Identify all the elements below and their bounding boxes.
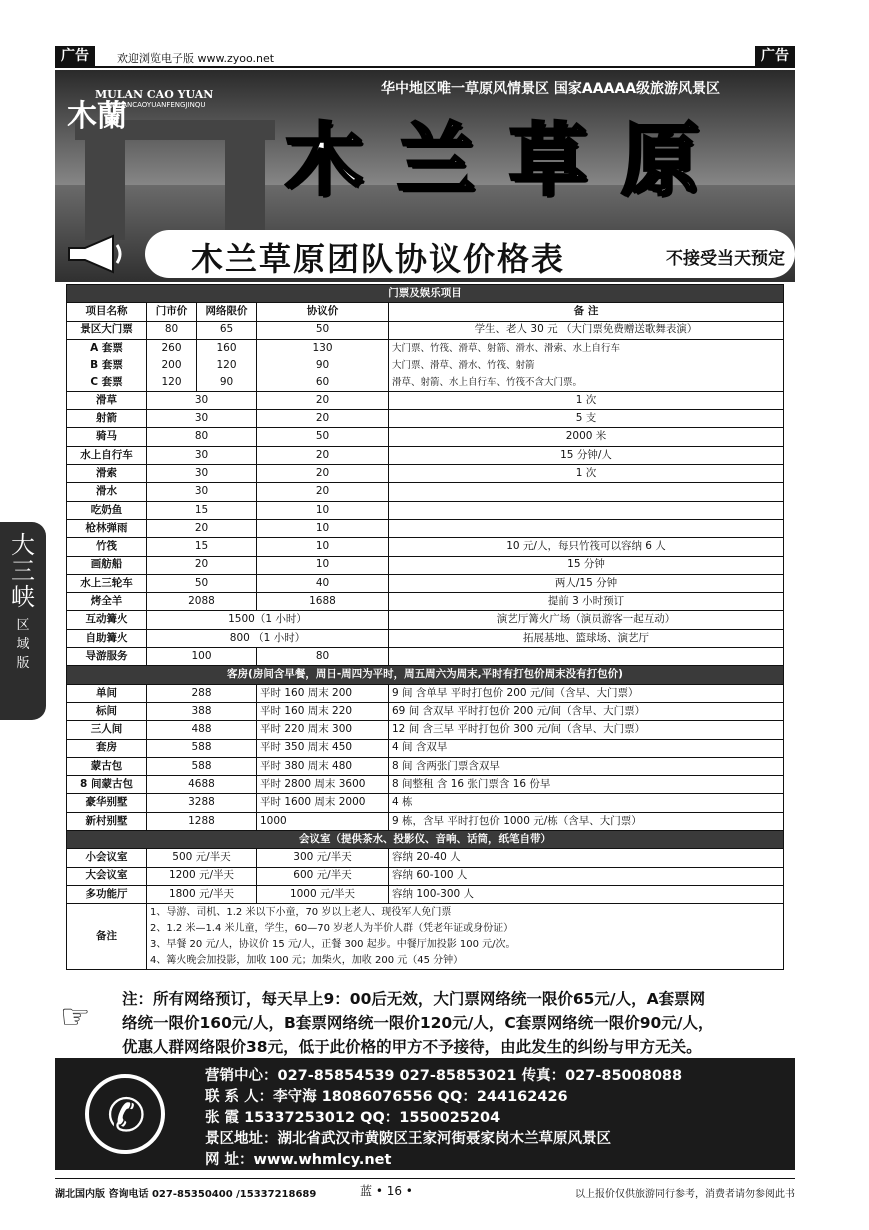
cell-retail: 20 — [147, 519, 257, 537]
cell-remark: 10 元/人，每只竹筏可以容纳 6 人 — [389, 538, 784, 556]
sales-line: 营销中心：027-85854539 027-85853021 传真：027-85008088 — [205, 1068, 683, 1084]
row-name: 烤全羊 — [67, 593, 147, 611]
row-name: 吃奶鱼 — [67, 501, 147, 519]
cell-agreement: 20 — [257, 465, 389, 483]
megaphone-icon — [65, 233, 127, 275]
row-name: 水上三轮车 — [67, 574, 147, 592]
cell-online: 90 — [219, 375, 234, 388]
remark-line: 3、早餐 20 元/人，协议价 15 元/人，正餐 300 起步。中餐厅加投影 100 元/次。 — [150, 938, 516, 950]
cell-remark: 8 间整租 含 16 张门票含 16 份早 — [389, 776, 784, 794]
row-name: A 套票 — [90, 341, 123, 354]
cell-remark: 5 支 — [389, 410, 784, 428]
cell-agreement: 10 — [257, 556, 389, 574]
cell-retail: 388 — [147, 702, 257, 720]
cell-remark: 提前 3 小时预订 — [389, 593, 784, 611]
cell-agreement: 平时 380 周末 480 — [257, 757, 389, 775]
cell-agreement: 平时 2800 周末 3600 — [257, 776, 389, 794]
table-row — [67, 794, 784, 812]
cell-remark: 4 栋 — [389, 794, 784, 812]
banner-subtitle: 不接受当天预定 — [666, 249, 785, 269]
region-side-tab — [0, 522, 46, 720]
table-row — [67, 904, 784, 970]
row-name: 标间 — [67, 702, 147, 720]
top-bar — [55, 46, 795, 68]
cell-remark: 容纳 20-40 人 — [389, 849, 784, 867]
notice-line: 注：所有网络预订，每天早上9：00后无效，大门票网络统一限价65元/人，A套票网 — [122, 990, 706, 1008]
gate-pillar-right — [225, 130, 265, 240]
cell-agreement: 平时 160 周末 220 — [257, 702, 389, 720]
remark-line: 4、篝火晚会加投影，加收 100 元；加柴火，加收 200 元（45 分钟） — [150, 954, 464, 966]
cell-agreement: 10 — [257, 519, 389, 537]
banner-title: 木兰草原团队协议价格表 — [191, 240, 566, 278]
remark-line: 1、导游、司机、1.2 米以下小童，70 岁以上老人、现役军人免门票 — [150, 906, 452, 918]
gate-pillar-left — [85, 130, 125, 240]
cell-agreement: 平时 350 周末 450 — [257, 739, 389, 757]
row-name: 射箭 — [67, 410, 147, 428]
brand-logo-cn: 木蘭 — [67, 99, 127, 134]
remarks-label: 备注 — [67, 904, 147, 970]
section-rooms: 客房(房间含早餐，周日-周四为平时，周五周六为周末,平时有打包价周末没有打包价) — [67, 666, 784, 684]
table-row — [67, 446, 784, 464]
cell-remark: 8 间 含两张门票含双早 — [389, 757, 784, 775]
table-row — [67, 465, 784, 483]
table-row — [67, 321, 784, 339]
table-row — [67, 776, 784, 794]
cell-retail: 3288 — [147, 794, 257, 812]
row-name: 小会议室 — [67, 849, 147, 867]
table-row — [67, 629, 784, 647]
cell-remark: 学生、老人 30 元 （大门票免费赠送歌舞表演） — [389, 321, 784, 339]
cell-retail: 260 — [161, 341, 182, 354]
website-line[interactable]: 网 址：www.whmlcy.net — [205, 1152, 392, 1168]
cell-retail: 588 — [147, 739, 257, 757]
header-agreement: 协议价 — [257, 303, 389, 321]
cell-retail: 30 — [147, 483, 257, 501]
cell-remark: 滑草、射箭、水上自行车、竹筏不含大门票。 — [392, 376, 583, 388]
site-note: 欢迎浏览电子版 www.zyoo.net — [117, 52, 275, 65]
table-row — [67, 391, 784, 409]
row-name: 蒙古包 — [67, 757, 147, 775]
cell-remark: 大门票、竹筏、滑草、射箭、滑水、滑索、水上自行车 — [392, 342, 621, 354]
row-name: 互动篝火 — [67, 611, 147, 629]
row-name: 多功能厅 — [67, 885, 147, 903]
address-line: 景区地址：湖北省武汉市黄陂区王家河街聂家岗木兰草原风景区 — [205, 1131, 611, 1147]
cell-retail: 4688 — [147, 776, 257, 794]
row-name: 新村别墅 — [67, 812, 147, 830]
cell-remark: 1 次 — [389, 465, 784, 483]
cell-agreement: 50 — [257, 428, 389, 446]
footer-edition: 湖北国内版 咨询电话 027-85350400 /15337218689 — [55, 1189, 317, 1200]
phone-icon: ✆ — [107, 1088, 146, 1142]
row-name: 滑索 — [67, 465, 147, 483]
cell-agreement: 1000 元/半天 — [257, 885, 389, 903]
row-name: 8 间蒙古包 — [67, 776, 147, 794]
cell-remark: 拓展基地、篮球场、演艺厅 — [389, 629, 784, 647]
row-name: B 套票 — [90, 358, 123, 371]
cell-remark — [389, 501, 784, 519]
cell-agreement: 80 — [257, 648, 389, 666]
section-tickets: 门票及娱乐项目 — [67, 285, 784, 303]
table-row — [67, 702, 784, 720]
row-name: 骑马 — [67, 428, 147, 446]
row-name: 套房 — [67, 739, 147, 757]
cell-agreement: 20 — [257, 446, 389, 464]
cell-agreement: 平时 1600 周末 2000 — [257, 794, 389, 812]
cell-remark — [389, 648, 784, 666]
remark-line: 2、1.2 米—1.4 米儿童，学生，60—70 岁老人为半价人群（凭老年证或身份证） — [150, 922, 514, 934]
cell-retail: 30 — [147, 446, 257, 464]
contact-person-line: 联 系 人：李守海 18086076556 QQ：244162426 — [205, 1089, 568, 1105]
header-online: 网络限价 — [197, 303, 257, 321]
table-row — [67, 339, 784, 391]
cell-remark: 演艺厅篝火广场（演员游客一起互动） — [389, 611, 784, 629]
cell-agreement: 20 — [257, 391, 389, 409]
cell-retail: 120 — [161, 375, 182, 388]
cell-remark: 69 间 含双早 平时打包价 200 元/间（含早、大门票） — [389, 702, 784, 720]
row-name: 三人间 — [67, 721, 147, 739]
cell-online: 65 — [197, 321, 257, 339]
cell-retail: 200 — [161, 358, 182, 371]
cell-online: 120 — [216, 358, 237, 371]
cell-retail: 488 — [147, 721, 257, 739]
cell-retail: 30 — [147, 410, 257, 428]
cell-remark: 15 分钟 — [389, 556, 784, 574]
cell-remark: 9 间 含单早 平时打包价 200 元/间（含早、大门票） — [389, 684, 784, 702]
cell-retail: 80 — [147, 428, 257, 446]
brand-logo-pinyin: MULANCAOYUANFENGJINQU — [107, 101, 206, 109]
slogan: 华中地区唯一草原风情景区 国家AAAAA级旅游风景区 — [381, 81, 721, 97]
cell-price: 1500（1 小时） — [147, 611, 389, 629]
cell-retail: 80 — [147, 321, 197, 339]
cell-retail: 500 元/半天 — [147, 849, 257, 867]
table-row — [67, 519, 784, 537]
cell-agreement: 50 — [257, 321, 389, 339]
section-meeting: 会议室（提供茶水、投影仪、音响、话筒，纸笔自带） — [67, 831, 784, 849]
row-name: 画舫船 — [67, 556, 147, 574]
cell-agreement: 平时 160 周末 200 — [257, 684, 389, 702]
table-row — [67, 721, 784, 739]
table-row — [67, 574, 784, 592]
cell-retail: 50 — [147, 574, 257, 592]
cell-agreement: 600 元/半天 — [257, 867, 389, 885]
cell-agreement: 平时 220 周末 300 — [257, 721, 389, 739]
cell-retail: 100 — [147, 648, 257, 666]
cell-remark — [389, 483, 784, 501]
cell-retail: 288 — [147, 684, 257, 702]
cell-remark — [389, 519, 784, 537]
cell-remark: 4 间 含双早 — [389, 739, 784, 757]
row-name: 景区大门票 — [67, 321, 147, 339]
cell-agreement: 10 — [257, 501, 389, 519]
cell-remark: 容纳 60-100 人 — [389, 867, 784, 885]
cell-remark: 大门票、滑草、滑水、竹筏、射箭 — [392, 359, 535, 371]
table-row — [67, 812, 784, 830]
row-name: 竹筏 — [67, 538, 147, 556]
cell-price: 800 （1 小时） — [147, 629, 389, 647]
table-row — [67, 739, 784, 757]
contact-person-line: 张 霞 15337253012 QQ：1550025204 — [205, 1110, 501, 1126]
cell-retail: 20 — [147, 556, 257, 574]
table-row — [67, 849, 784, 867]
price-table-banner — [145, 230, 795, 278]
cell-retail: 15 — [147, 501, 257, 519]
cell-retail: 1800 元/半天 — [147, 885, 257, 903]
cell-remark: 两人/15 分钟 — [389, 574, 784, 592]
table-row — [67, 538, 784, 556]
cell-agreement: 130 — [312, 341, 333, 354]
cell-agreement: 90 — [315, 358, 330, 371]
table-row — [67, 867, 784, 885]
cell-remark: 9 栋，含早 平时打包价 1000 元/栋（含早、大门票） — [389, 812, 784, 830]
header-retail: 门市价 — [147, 303, 197, 321]
table-row — [67, 483, 784, 501]
ad-tag-right: 广告 — [755, 46, 795, 66]
ad-tag-left: 广告 — [55, 46, 95, 66]
cell-agreement: 20 — [257, 410, 389, 428]
price-table — [66, 284, 784, 970]
table-row — [67, 684, 784, 702]
hero-banner — [55, 70, 795, 282]
main-title: 木兰草原 — [285, 116, 734, 206]
row-name: 自助篝火 — [67, 629, 147, 647]
cell-retail: 2088 — [147, 593, 257, 611]
cell-remark: 15 分钟/人 — [389, 446, 784, 464]
table-row — [67, 556, 784, 574]
notice-line: 优惠人群网络限价38元，低于此价格的甲方不予接待，由此发生的纠纷与甲方无关。 — [122, 1038, 702, 1056]
side-tab-subtitle: 区域版 — [16, 618, 30, 671]
row-name: 滑水 — [67, 483, 147, 501]
row-name: 豪华别墅 — [67, 794, 147, 812]
brand-logo-en: MULAN CAO YUAN — [95, 88, 214, 101]
row-name: 导游服务 — [67, 648, 147, 666]
table-row — [67, 428, 784, 446]
cell-retail: 1288 — [147, 812, 257, 830]
page-number: 蓝 • 16 • — [360, 1184, 413, 1198]
table-row — [67, 757, 784, 775]
table-row — [67, 885, 784, 903]
table-row — [67, 648, 784, 666]
row-name: 滑草 — [67, 391, 147, 409]
row-name: 水上自行车 — [67, 446, 147, 464]
cell-remark: 2000 米 — [389, 428, 784, 446]
row-name: C 套票 — [90, 375, 123, 388]
table-row — [67, 501, 784, 519]
cell-agreement: 40 — [257, 574, 389, 592]
table-header-row — [67, 303, 784, 321]
cell-online: 160 — [216, 341, 237, 354]
row-name: 大会议室 — [67, 867, 147, 885]
cell-retail: 30 — [147, 465, 257, 483]
cell-agreement: 60 — [315, 375, 330, 388]
cell-retail: 15 — [147, 538, 257, 556]
cell-remark: 1 次 — [389, 391, 784, 409]
cell-remark: 12 间 含三早 平时打包价 300 元/间（含早、大门票） — [389, 721, 784, 739]
row-name: 枪林弹雨 — [67, 519, 147, 537]
footer-disclaimer: 以上报价仅供旅游同行参考，消费者请勿参阅此书 — [575, 1189, 795, 1200]
page-footer — [55, 1178, 795, 1200]
header-item: 项目名称 — [67, 303, 147, 321]
table-row — [67, 410, 784, 428]
contact-panel — [55, 1058, 795, 1170]
cell-remark: 容纳 100-300 人 — [389, 885, 784, 903]
notice-line: 络统一限价160元/人，B套票网络统一限价120元/人，C套票网络统一限价90元/人， — [122, 1014, 714, 1032]
cell-retail: 30 — [147, 391, 257, 409]
row-name: 单间 — [67, 684, 147, 702]
header-remark: 备 注 — [389, 303, 784, 321]
table-row — [67, 611, 784, 629]
cell-retail: 1200 元/半天 — [147, 867, 257, 885]
pointing-hand-icon: ☞ — [60, 997, 91, 1037]
cell-agreement: 20 — [257, 483, 389, 501]
cell-agreement: 10 — [257, 538, 389, 556]
cell-agreement: 1000 — [257, 812, 389, 830]
side-tab-title: 大三峡 — [11, 531, 35, 611]
table-row — [67, 593, 784, 611]
cell-agreement: 1688 — [257, 593, 389, 611]
cell-retail: 588 — [147, 757, 257, 775]
cell-agreement: 300 元/半天 — [257, 849, 389, 867]
